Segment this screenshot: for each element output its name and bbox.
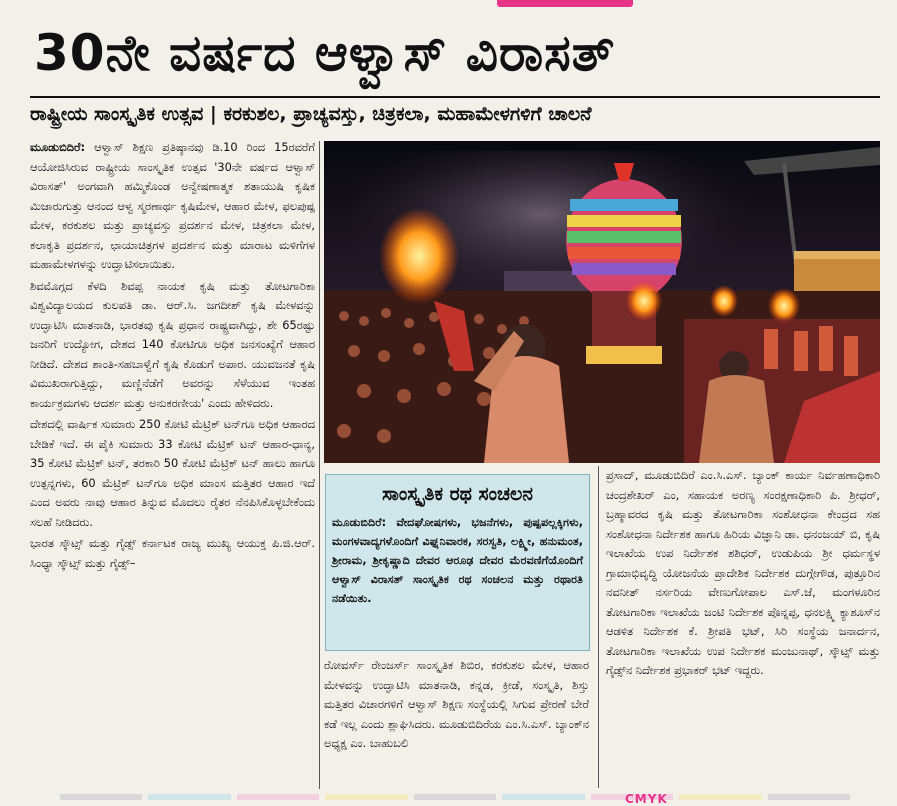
article-column-2: [324, 656, 589, 786]
sidebar-box: [325, 474, 590, 651]
dateline: ಮೂಡುಬಿದಿರೆ:: [30, 140, 86, 154]
photo-illustration: [324, 141, 880, 463]
article-column-1: [30, 138, 315, 788]
top-color-strip: [497, 0, 633, 7]
event-photo: [324, 141, 880, 463]
headline: 30ನೇ ವರ್ಷದ ಆಳ್ವಾಸ್ ವಿರಾಸತ್: [34, 24, 616, 82]
paragraph: ರೋವರ್ಸ್ ರೇಂಜರ್ಸ್ ಸಾಂಸ್ಕೃತಿಕ ಶಿಬಿರ, ಕರಕುಶಲ ಮೇಳ, ಆಹಾರ ಮೇಳವನ್ನು ಉದ್ಘಾಟಿಸಿ ಮಾತನಾಡಿ, ಕನ್ನಡ, ಕ್ರೀಡೆ, ಸಂಸ್ಕೃತಿ, ಶಿಸ್ತು ಮತ್ತಿತರ ವಿಚಾರಗಳಿಗೆ ಆಳ್ವಾಸ್ ಶಿಕ್ಷಣ ಸಂಸ್ಥೆಯಲ್ಲಿ ಸಿಗುವ ಪ್ರೇರಣೆ ಬೇರೆ ಕಡೆ ಇಲ್ಲ ಎಂದು ಶ್ಲಾಘಿಸಿದರು. ಮೂಡುಬಿದಿರೆಯ ಎಂ.ಸಿ.ಎಸ್. ಬ್ಯಾಂಕ್‌ನ ಅಧ್ಯಕ್ಷ ಎಂ. ಬಾಹುಬಲಿ: [324, 658, 589, 750]
column-divider: [598, 466, 599, 788]
paragraph: ಶಿವಮೊಗ್ಗದ ಕೆಳದಿ ಶಿವಪ್ಪ ನಾಯಕ ಕೃಷಿ ಮತ್ತು ತೋಟಗಾರಿಕಾ ವಿಶ್ವವಿದ್ಯಾಲಯದ ಕುಲಪತಿ ಡಾ. ಆರ್.ಸಿ. ಜಗದೀಶ್ ಕೃಷಿ ಮೇಳವನ್ನು ಉದ್ಘಾಟಿಸಿ ಮಾತನಾಡಿ, ಭಾರತವು ಕೃಷಿ ಪ್ರಧಾನ ರಾಷ್ಟ್ರವಾಗಿದ್ದು, ಶೇ 65ರಷ್ಟು ಜನರಿಗೆ ಉದ್ಯೋಗ, ದೇಶದ 140 ಕೋಟಿಗೂ ಅಧಿಕ ಜನಸಂಖ್ಯೆಗೆ ಆಹಾರ ನೀಡಿದೆ. ದೇಶದ ಶಾಂತಿ-ಸಹಬಾಳ್ವೆಗೆ ಕೃಷಿ ಕೊಡುಗೆ ಅಪಾರ. ಯುವಜನತೆ ಕೃಷಿ ವಿಮುಖರಾಗುತ್ತಿದ್ದು, ಮಣ್ಣಿನೆಡೆಗೆ ಅವರನ್ನು ಸೆಳೆಯುವ ಇಂತಹ ಕಾರ್ಯಕ್ರಮಗಳು ಆದರ್ಶ ಮತ್ತು ಅನುಕರಣೀಯ' ಎಂದು ಹೇಳಿದರು.: [30, 278, 315, 410]
color-registration-bar: [60, 794, 850, 800]
paragraph: ಭಾರತ ಸ್ಕೌಟ್ಸ್ ಮತ್ತು ಗೈಡ್ಸ್ ಕರ್ನಾಟಕ ರಾಜ್ಯ ಮುಖ್ಯ ಆಯುಕ್ತ ಪಿ.ಜಿ.ಆರ್. ಸಿಂಧ್ಯಾ ಸ್ಕೌಟ್ಸ್ ಮತ್ತು ಗೈಡ್ಸ್–: [30, 536, 315, 570]
subheadline: ರಾಷ್ಟ್ರೀಯ ಸಾಂಸ್ಕೃತಿಕ ಉತ್ಸವ | ಕರಕುಶಲ, ಪ್ರಾಚ್ಯವಸ್ತು, ಚಿತ್ರಕಲಾ, ಮಹಾಮೇಳಗಳಿಗೆ ಚಾಲನೆ: [30, 96, 880, 130]
article-column-3: [606, 466, 880, 786]
paragraph: [30, 138, 315, 275]
box-dateline: ಮೂಡುಬಿದಿರೆ:: [332, 516, 387, 529]
cmyk-mark: CMYK: [625, 792, 668, 806]
column-divider: [319, 141, 320, 789]
paragraph: ಪ್ರಸಾದ್, ಮೂಡುಬಿದಿರೆ ಎಂ.ಸಿ.ಎಸ್. ಬ್ಯಾಂಕ್ ಕಾರ್ಯ ನಿರ್ವಹಣಾಧಿಕಾರಿ ಚಂದ್ರಶೇಖರ್ ಎಂ, ಸಹಾಯಕ ಅರಣ್ಯ ಸಂರಕ್ಷಣಾಧಿಕಾರಿ ಪಿ. ಶ್ರೀಧರ್, ಬ್ರಹ್ಮಾವರದ ಕೃಷಿ ಮತ್ತು ತೋಟಗಾರಿಕಾ ಸಂಶೋಧನಾ ಕೇಂದ್ರದ ಸಹ ಸಂಶೋಧನಾ ನಿರ್ದೇಶಕ ಹಾಗೂ ಹಿರಿಯ ವಿಜ್ಞಾನಿ ಡಾ. ಧನಂಜಯ್ ಬಿ, ಕೃಷಿ ಇಲಾಖೆಯ ಉಪ ನಿರ್ದೇಶಕ ಶಶಿಧರ್, ಉಡುಪಿಯ ಶ್ರೀ ಧರ್ಮಸ್ಥಳ ಗ್ರಾಮಾಭಿವೃದ್ಧಿ ಯೋಜನೆಯ ಪ್ರಾದೇಶಿಕ ನಿರ್ದೇಶಕ ದುಗ್ಗೇಗೌಡ, ಪುತ್ತೂರಿನ ನವನೀತ್ ನರ್ಸರಿಯ ವೇಣುಗೋಪಾಲ ಎಸ್.ಜೆ, ಮಂಗಳೂರಿನ ತೋಟಗಾರಿಕಾ ಇಲಾಖೆಯ ಜಂಟಿ ನಿರ್ದೇಶಕ ಪೊನ್ನಪ್ಪ, ಧನಲಕ್ಷ್ಮಿ ಕ್ಯಾಶೂಸ್‌ನ ಆಡಳಿತ ನಿರ್ದೇಶಕ ಕೆ. ಶ್ರೀಪತಿ ಭಟ್, ಸಿರಿ ಸಂಸ್ಥೆಯ ಜನಾರ್ದನ, ತೋಟಗಾರಿಕಾ ಇಲಾಖೆಯ ಉಪ ನಿರ್ದೇಶಕ ಮಂಜುನಾಥ್, ಸ್ಕೌಟ್ಸ್ ಮತ್ತು ಗೈಡ್ಸ್‌ನ ನಿರ್ದೇಶಕ ಪ್ರಭಾಕರ್ ಭಟ್ ಇದ್ದರು.: [606, 468, 880, 677]
box-title: ಸಾಂಸ್ಕೃತಿಕ ರಥ ಸಂಚಲನ: [382, 483, 533, 505]
paragraph-text: ಆಳ್ವಾಸ್ ಶಿಕ್ಷಣ ಪ್ರತಿಷ್ಠಾನವು ಡಿ.10 ರಿಂದ 15ರವರೆಗೆ ಆಯೋಜಿಸಿರುವ ರಾಷ್ಟ್ರೀಯ ಸಾಂಸ್ಕೃತಿಕ ಉತ್ಸವ '30ನೇ ವರ್ಷದ ಆಳ್ವಾಸ್ ವಿರಾಸತ್' ಅಂಗವಾಗಿ ಹಮ್ಮಿಕೊಂಡ ಅನ್ವೇಷಣಾತ್ಮಕ ಶತಾಯುಷಿ ಕೃಷಿಕ ಮಿಜಾರುಗುತ್ತು ಆನಂದ ಆಳ್ವ ಸ್ಮರಣಾರ್ಥ ಕೃಷಿಮೇಳ, ಆಹಾರ ಮೇಳ, ಫಲಪುಷ್ಪ ಮೇಳ, ಕರಕುಶಲ ಮತ್ತು ಪ್ರಾಚ್ಯವಸ್ತು ಪ್ರದರ್ಶನ ಮೇಳ, ಚಿತ್ರಕಲಾ ಮೇಳ, ಕಲಾಕೃತಿ ಪ್ರದರ್ಶನ, ಛಾಯಾಚಿತ್ರಗಳ ಪ್ರದರ್ಶನ ಮತ್ತು ಮಾರಾಟ ಮಳಿಗೆಗಳ ಮಹಾಮೇಳಗಳನ್ನು ಉದ್ಘಾಟಿಸಲಾಯಿತು.: [30, 140, 315, 271]
box-text: ವೇದಘೋಷಗಳು, ಭಜನೆಗಳು, ಪುಷ್ಪಪಲ್ಲಕ್ಕಿಗಳು, ಮಂಗಳವಾದ್ಯಗಳೊಂದಿಗೆ ವಿಘ್ನನಿವಾರಕ, ಸರಸ್ವತಿ, ಲಕ್ಷ್ಮೀ, ಹನುಮಂತ, ಶ್ರೀರಾಮ, ಶ್ರೀಕೃಷ್ಣಾದಿ ದೇವರ ಆರೂಢ ದೇವರ ಮೆರವಣಿಗೆಯೊಂದಿಗೆ ಆಳ್ವಾಸ್ ವಿರಾಸತ್ ಸಾಂಸ್ಕೃತಿಕ ರಥ ಸಂಚಲನ ಮತ್ತು ರಥಾರತಿ ನಡೆಯಿತು.: [332, 516, 583, 605]
paragraph: ದೇಶದಲ್ಲಿ ವಾರ್ಷಿಕ ಸುಮಾರು 250 ಕೋಟಿ ಮೆಟ್ರಿಕ್ ಟನ್‌ಗೂ ಅಧಿಕ ಆಹಾರದ ಬೇಡಿಕೆ ಇದೆ. ಈ ಪೈಕಿ ಸುಮಾರು 33 ಕೋಟಿ ಮೆಟ್ರಿಕ್ ಟನ್ ಆಹಾರ-ಧಾನ್ಯ, 35 ಕೋಟಿ ಮೆಟ್ರಿಕ್ ಟನ್, ತರಕಾರಿ 50 ಕೋಟಿ ಮೆಟ್ರಿಕ್ ಟನ್ ಹಾಲು ಹಾಗೂ ಉತ್ಪನ್ನಗಳು, 60 ಮೆಟ್ರಿಕ್ ಟನ್‌ಗೂ ಅಧಿಕ ಮಾಂಸ ಮತ್ತಿತರ ಆಹಾರ ಇದೆ ಎಂದ ಅವರು ನಾವು ಆಹಾರ ತಿನ್ನುವ ಮೊದಲು ರೈತರ ನೆನಪಿಸಿಕೊಳ್ಳಬೇಕೆಂದು ಸಲಹೆ ನೀಡಿದರು.: [30, 417, 315, 529]
box-body: [332, 513, 583, 608]
